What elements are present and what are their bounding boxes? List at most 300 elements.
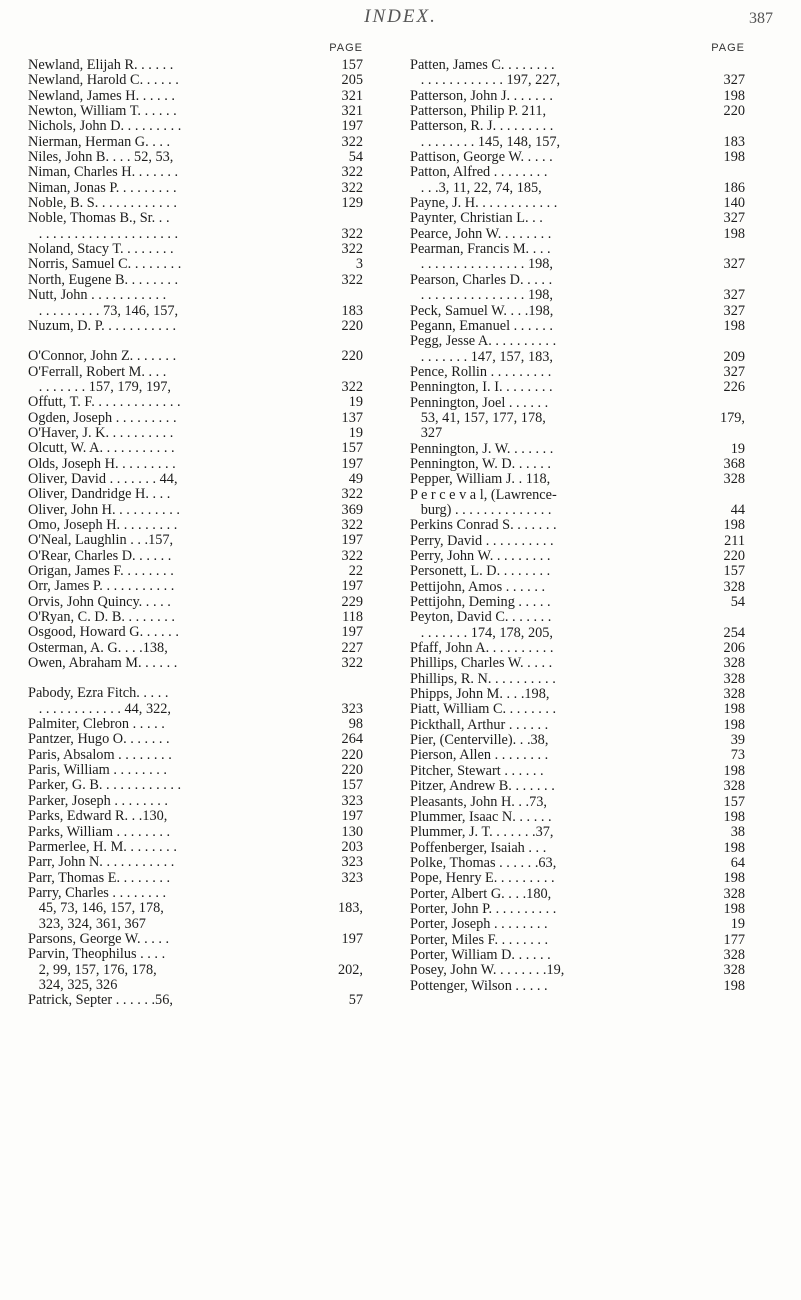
index-entry — [410, 887, 745, 902]
index-entry — [410, 933, 745, 948]
entry-page-numbers: 183 — [341, 302, 363, 319]
entry-name: Pitzer, Andrew B. . . . . . . — [410, 779, 555, 795]
entry-page-numbers: 49 — [348, 470, 363, 487]
entry-name: . . . . . . . 157, 179, 197, — [28, 379, 171, 395]
entry-name: Pitcher, Stewart . . . . . . — [410, 763, 544, 779]
entry-page-numbers: 322 — [341, 378, 363, 395]
entry-name: Patterson, John J. . . . . . . — [410, 88, 553, 104]
entry-page-numbers: 220 — [341, 317, 363, 334]
index-entry — [28, 242, 363, 257]
entry-name: Noble, B. S. . . . . . . . . . . . — [28, 196, 177, 212]
index-entry — [410, 963, 745, 978]
index-entry — [28, 855, 363, 870]
entry-name: 45, 73, 146, 157, 178, — [28, 901, 164, 917]
index-entry — [410, 702, 745, 717]
index-entry — [28, 227, 363, 242]
entry-name: Patterson, Philip P. 211, — [410, 104, 547, 120]
index-entry — [410, 534, 745, 549]
index-entry — [410, 687, 745, 702]
entry-page-numbers: 211 — [724, 532, 745, 549]
entry-name: Plummer, J. T. . . . . . .37, — [410, 825, 554, 841]
entry-page-numbers: 197 — [341, 578, 363, 595]
index-entry — [28, 748, 363, 763]
entry-page-numbers: 328 — [723, 578, 745, 595]
entry-page-numbers: 226 — [723, 379, 745, 396]
entry-name: Porter, John P. . . . . . . . . . — [410, 901, 557, 917]
entry-name: Porter, Miles F. . . . . . . . — [410, 932, 549, 948]
index-entry — [28, 579, 363, 594]
index-entry — [410, 58, 745, 73]
entry-page-numbers: 130 — [341, 823, 363, 840]
entry-name: Oliver, John H. . . . . . . . . . — [28, 502, 180, 518]
index-entry — [410, 518, 745, 533]
index-entry — [410, 380, 745, 395]
entry-name: Nierman, Herman G. . . . — [28, 134, 171, 150]
index-entry — [410, 104, 745, 119]
index-entry — [410, 549, 745, 564]
entry-page-numbers: 198 — [723, 808, 745, 825]
entry-page-numbers: 198 — [723, 839, 745, 856]
index-entry — [410, 365, 745, 380]
index-entry — [410, 426, 745, 441]
entry-name: Pegann, Emanuel . . . . . . — [410, 318, 553, 334]
index-entry — [28, 73, 363, 88]
entry-page-numbers: 368 — [723, 455, 745, 472]
index-entry — [410, 242, 745, 257]
entry-page-numbers: 198 — [723, 225, 745, 242]
entry-page-numbers: 209 — [723, 348, 745, 365]
index-entry — [28, 150, 363, 165]
entry-page-numbers: 323 — [341, 869, 363, 886]
entry-page-numbers: 321 — [341, 103, 363, 120]
page-column-heading: PAGE — [711, 42, 745, 54]
entry-name: . . . . . . . 147, 157, 183, — [410, 349, 553, 365]
index-entry — [28, 656, 363, 671]
entry-name: 53, 41, 157, 177, 178, — [410, 410, 546, 426]
page-column-heading: PAGE — [329, 42, 363, 54]
index-column-right — [410, 42, 745, 994]
entry-page-numbers: 179, — [719, 409, 745, 426]
entry-page-numbers: 264 — [341, 731, 363, 748]
entry-page-numbers: 157 — [723, 563, 745, 580]
index-entry — [410, 810, 745, 825]
entry-name: Osterman, A. G. . . .138, — [28, 640, 168, 656]
index-entry — [410, 917, 745, 932]
entry-name: Niman, Charles H. . . . . . . — [28, 165, 179, 181]
entry-list — [28, 58, 363, 1009]
index-entry — [410, 319, 745, 334]
entry-page-numbers: 198 — [723, 701, 745, 718]
index-entry — [28, 886, 363, 901]
index-entry — [410, 350, 745, 365]
entry-name: Omo, Joseph H. . . . . . . . . — [28, 517, 178, 533]
entry-page-numbers: 54 — [348, 149, 363, 166]
index-entry — [28, 349, 363, 364]
entry-name: Parmerlee, H. M. . . . . . . . — [28, 839, 177, 855]
entry-name: Pence, Rollin . . . . . . . . . — [410, 364, 552, 380]
entry-name: Parks, William . . . . . . . . — [28, 824, 171, 840]
index-entry — [410, 902, 745, 917]
index-entry — [28, 978, 363, 993]
entry-name: Phillips, R. N. . . . . . . . . . — [410, 671, 556, 687]
entry-name: Perry, John W. . . . . . . . . — [410, 549, 551, 564]
index-entry — [410, 564, 745, 579]
entry-name: Niman, Jonas P. . . . . . . . . — [28, 180, 177, 196]
entry-name: 327 — [410, 426, 443, 442]
index-entry — [410, 457, 745, 472]
entry-name: Porter, Joseph . . . . . . . . — [410, 917, 548, 933]
entry-page-numbers: 186 — [723, 179, 745, 196]
entry-page-numbers: 220 — [341, 348, 363, 365]
index-entry — [28, 564, 363, 579]
entry-name: Porter, William D. . . . . . — [410, 947, 551, 963]
entry-page-numbers: 44 — [730, 501, 745, 518]
entry-page-numbers: 198 — [723, 317, 745, 334]
entry-name: Porter, Albert G. . . .180, — [410, 886, 552, 902]
index-entry — [410, 672, 745, 687]
entry-name: O'Neal, Laughlin . . .157, — [28, 533, 174, 549]
entry-name: North, Eugene B. . . . . . . . — [28, 272, 179, 288]
index-entry — [28, 104, 363, 119]
entry-page-numbers: 197 — [341, 118, 363, 135]
entry-page-numbers: 327 — [723, 363, 745, 380]
entry-name: Palmiter, Clebron . . . . . — [28, 717, 165, 733]
entry-name: Olcutt, W. A. . . . . . . . . . . — [28, 441, 175, 457]
entry-name: O'Haver, J. K. . . . . . . . . . — [28, 425, 174, 441]
entry-name: Pleasants, John H. . .73, — [410, 794, 548, 810]
entry-name: Pepper, William J. . 118, — [410, 472, 551, 488]
index-entry — [28, 426, 363, 441]
index-entry — [28, 165, 363, 180]
entry-name: Newland, Harold C. . . . . . — [28, 73, 179, 89]
entry-page-numbers: 22 — [348, 563, 363, 579]
index-entry — [410, 825, 745, 840]
entry-name: Pennington, I. I. . . . . . . . — [410, 380, 553, 396]
entry-name: Paris, William . . . . . . . . — [28, 763, 167, 779]
entry-name: Niles, John B. . . . 52, 53, — [28, 150, 174, 166]
index-entry — [410, 135, 745, 150]
index-entry — [28, 257, 363, 272]
index-entry — [410, 580, 745, 595]
entry-name: Pettijohn, Amos . . . . . . — [410, 579, 546, 595]
entry-name: Noble, Thomas B., Sr. . . — [28, 211, 170, 227]
entry-page-numbers: 321 — [341, 87, 363, 104]
index-entry — [410, 779, 745, 794]
entry-page-numbers: 197 — [341, 930, 363, 947]
index-entry — [410, 748, 745, 763]
entry-page-numbers: 220 — [341, 762, 363, 779]
entry-page-numbers: 197 — [341, 808, 363, 825]
index-entry — [410, 488, 745, 503]
entry-page-numbers: 157 — [341, 57, 363, 73]
page-number: 387 — [749, 10, 773, 27]
entry-name: Orvis, John Quincy. . . . . — [28, 594, 171, 610]
index-entry — [28, 533, 363, 548]
entry-page-numbers: 19 — [348, 424, 363, 441]
index-entry — [410, 288, 745, 303]
index-entry — [28, 472, 363, 487]
index-entry — [410, 733, 745, 748]
entry-page-numbers: 140 — [723, 195, 745, 212]
index-entry — [410, 595, 745, 610]
index-entry — [28, 119, 363, 134]
entry-page-numbers: 322 — [341, 516, 363, 533]
running-head — [0, 4, 801, 36]
entry-name: . . . . . . . . . . . . 44, 322, — [28, 701, 171, 717]
index-column-left — [28, 42, 363, 1009]
entry-name: Parry, Charles . . . . . . . . — [28, 885, 167, 901]
index-entry — [410, 411, 745, 426]
entry-page-numbers: 220 — [723, 548, 745, 564]
index-entry — [28, 901, 363, 916]
entry-page-numbers: 323 — [341, 854, 363, 871]
index-entry — [410, 641, 745, 656]
entry-page-numbers: 198 — [723, 870, 745, 887]
entry-page-numbers: 322 — [341, 486, 363, 503]
index-entry — [28, 932, 363, 947]
entry-name: Parsons, George W. . . . . — [28, 931, 170, 947]
entry-page-numbers: 227 — [341, 639, 363, 656]
entry-name: Perry, David . . . . . . . . . . — [410, 533, 554, 549]
entry-page-numbers: 205 — [341, 72, 363, 89]
entry-name: Pettijohn, Deming . . . . . — [410, 595, 551, 611]
index-entry — [410, 856, 745, 871]
index-entry — [28, 917, 363, 932]
entry-name: Parker, G. B. . . . . . . . . . . . — [28, 778, 182, 794]
entry-page-numbers: 328 — [723, 885, 745, 902]
index-entry — [28, 411, 363, 426]
entry-name: Olds, Joseph H. . . . . . . . . — [28, 456, 176, 472]
entry-page-numbers: 327 — [723, 72, 745, 89]
entry-page-numbers: 19 — [730, 440, 745, 457]
entry-name: Pottenger, Wilson . . . . . — [410, 978, 548, 994]
index-entry — [28, 196, 363, 211]
entry-name: Parvin, Theophilus . . . . — [28, 947, 166, 963]
index-entry — [28, 503, 363, 518]
index-entry — [28, 487, 363, 502]
index-entry — [410, 165, 745, 180]
entry-name: Parr, John N. . . . . . . . . . . — [28, 855, 175, 871]
entry-name: Origan, James F. . . . . . . . — [28, 564, 174, 579]
entry-name: O'Ferrall, Robert M. . . . — [28, 364, 167, 380]
entry-page-numbers: 177 — [723, 931, 745, 948]
index-entry — [410, 656, 745, 671]
entry-name: Offutt, T. F. . . . . . . . . . . . . — [28, 395, 181, 411]
index-entry — [28, 211, 363, 226]
entry-page-numbers: 203 — [341, 838, 363, 855]
entry-name: Pope, Henry E. . . . . . . . . — [410, 871, 555, 887]
entry-page-numbers: 369 — [341, 501, 363, 518]
entry-page-numbers: 198 — [723, 977, 745, 994]
index-entry — [410, 304, 745, 319]
index-entry — [410, 503, 745, 518]
entry-page-numbers: 197 — [341, 455, 363, 472]
entry-name: . . . . . . . . . 73, 146, 157, — [28, 303, 179, 319]
index-entry — [410, 181, 745, 196]
index-entry — [410, 150, 745, 165]
index-entry — [28, 763, 363, 778]
entry-name: Patton, Alfred . . . . . . . . — [410, 165, 548, 181]
entry-name: P e r c e v a l, (Lawrence- — [410, 487, 557, 503]
entry-page-numbers: 328 — [723, 946, 745, 963]
index-entry — [28, 732, 363, 747]
entry-page-numbers: 322 — [341, 133, 363, 150]
index-entry — [410, 273, 745, 288]
entry-name: Pearson, Charles D. . . . . — [410, 272, 553, 288]
entry-page-numbers: 64 — [730, 854, 745, 871]
entry-page-numbers: 328 — [723, 962, 745, 979]
entry-name: Personett, L. D. . . . . . . . — [410, 564, 551, 580]
index-entry — [28, 135, 363, 150]
index-entry — [410, 334, 745, 349]
entry-page-numbers: 220 — [723, 103, 745, 120]
entry-name: Pearman, Francis M. . . . — [410, 242, 551, 258]
index-entry — [28, 610, 363, 625]
index-entry — [410, 795, 745, 810]
entry-page-numbers: 327 — [723, 210, 745, 227]
entry-name: O'Ryan, C. D. B. . . . . . . . — [28, 610, 175, 626]
entry-page-numbers: 157 — [341, 440, 363, 457]
running-title: INDEX. — [364, 6, 437, 27]
index-entry — [410, 73, 745, 88]
entry-name: Phillips, Charles W. . . . . — [410, 656, 553, 672]
entry-name: Pennington, Joel . . . . . . — [410, 395, 549, 411]
index-entry — [28, 518, 363, 533]
entry-page-numbers: 322 — [341, 241, 363, 258]
index-entry — [410, 442, 745, 457]
entry-name: Parker, Joseph . . . . . . . . — [28, 793, 168, 809]
entry-page-numbers: 183, — [337, 900, 363, 917]
index-entry — [28, 794, 363, 809]
entry-name: Pegg, Jesse A. . . . . . . . . . — [410, 334, 557, 350]
index-entry — [28, 395, 363, 410]
entry-name: . . .3, 11, 22, 74, 185, — [410, 180, 542, 196]
entry-name: Ogden, Joseph . . . . . . . . . — [28, 410, 177, 426]
entry-name: Phipps, John M. . . .198, — [410, 687, 550, 703]
entry-page-numbers: 57 — [348, 992, 363, 1009]
entry-page-numbers: 322 — [341, 164, 363, 181]
index-entry — [28, 380, 363, 395]
index-entry — [28, 595, 363, 610]
entry-page-numbers: 137 — [341, 409, 363, 426]
entry-page-numbers: 323 — [341, 700, 363, 717]
entry-name: Nichols, John D. . . . . . . . . — [28, 119, 182, 135]
index-entry — [28, 686, 363, 701]
entry-name: Poffenberger, Isaiah . . . — [410, 840, 547, 856]
entry-page-numbers: 328 — [723, 655, 745, 672]
entry-name: Orr, James P. . . . . . . . . . . — [28, 579, 175, 595]
entry-page-numbers: 198 — [723, 762, 745, 779]
entry-list — [410, 58, 745, 994]
entry-page-numbers: 54 — [730, 594, 745, 611]
entry-name: Norris, Samuel C. . . . . . . . — [28, 257, 182, 273]
entry-page-numbers: 157 — [341, 777, 363, 794]
entry-name: 324, 325, 326 — [28, 977, 118, 993]
index-entry — [28, 625, 363, 640]
entry-name: Patterson, R. J. . . . . . . . . — [410, 119, 554, 135]
index-entry — [28, 273, 363, 288]
index-entry — [410, 764, 745, 779]
index-entry — [410, 718, 745, 733]
entry-page-numbers: 183 — [723, 133, 745, 150]
entry-page-numbers: 327 — [723, 287, 745, 304]
entry-page-numbers: 19 — [730, 916, 745, 933]
index-entry — [410, 841, 745, 856]
index-entry — [410, 948, 745, 963]
entry-name: 323, 324, 361, 367 — [28, 916, 146, 932]
index-entry — [28, 457, 363, 472]
entry-name: . . . . . . . 174, 178, 205, — [410, 625, 553, 641]
entry-page-numbers: 118 — [342, 609, 363, 626]
entry-name: Posey, John W. . . . . . . .19, — [410, 963, 565, 979]
entry-name: Pickthall, Arthur . . . . . . — [410, 717, 549, 733]
index-entry — [28, 441, 363, 456]
index-entry — [28, 717, 363, 732]
index-entry — [28, 549, 363, 564]
entry-page-numbers: 327 — [723, 256, 745, 273]
index-entry — [410, 119, 745, 134]
entry-name: Pennington, W. D. . . . . . — [410, 456, 551, 472]
index-entry — [410, 626, 745, 641]
entry-name: Pierson, Allen . . . . . . . . — [410, 748, 549, 764]
entry-page-numbers: 328 — [723, 670, 745, 687]
entry-page-numbers: 322 — [341, 271, 363, 288]
entry-name: Pier, (Centerville). . .38, — [410, 733, 549, 749]
index-entry — [410, 89, 745, 104]
index-entry — [410, 257, 745, 272]
entry-name: Nutt, John . . . . . . . . . . . — [28, 288, 167, 304]
entry-name: . . . . . . . . . . . . . . . 198, — [410, 257, 553, 273]
index-entry — [28, 871, 363, 886]
entry-name: Pabody, Ezra Fitch. . . . . — [28, 686, 169, 702]
entry-name: Pfaff, John A. . . . . . . . . . — [410, 641, 554, 657]
index-entry — [410, 610, 745, 625]
entry-page-numbers: 322 — [341, 655, 363, 672]
entry-name: Plummer, Isaac N. . . . . . — [410, 809, 552, 825]
entry-page-numbers: 198 — [723, 716, 745, 733]
entry-page-numbers: 198 — [723, 149, 745, 166]
entry-name: Polke, Thomas . . . . . .63, — [410, 855, 557, 871]
index-entry — [410, 196, 745, 211]
entry-name: Paris, Absalom . . . . . . . . — [28, 747, 172, 763]
entry-name: Oliver, Dandridge H. . . . — [28, 487, 171, 503]
entry-name: burg) . . . . . . . . . . . . . . — [410, 502, 552, 518]
entry-name: . . . . . . . . 145, 148, 157, — [410, 134, 561, 150]
entry-name: Noland, Stacy T. . . . . . . . — [28, 242, 174, 258]
entry-name: . . . . . . . . . . . . . . . . . . . . — [28, 226, 179, 242]
entry-page-numbers: 322 — [341, 225, 363, 242]
entry-name: Patrick, Septer . . . . . .56, — [28, 993, 173, 1009]
index-entry — [28, 181, 363, 196]
entry-page-numbers: 328 — [723, 471, 745, 488]
entry-name: Nuzum, D. P. . . . . . . . . . . — [28, 318, 177, 334]
entry-name: 2, 99, 157, 176, 178, — [28, 962, 157, 978]
entry-name: Pattison, George W. . . . . — [410, 150, 553, 166]
entry-name: Osgood, Howard G. . . . . . — [28, 625, 179, 641]
entry-page-numbers: 39 — [730, 732, 745, 749]
entry-name: Peck, Samuel W. . . .198, — [410, 303, 554, 319]
entry-name: Payne, J. H. . . . . . . . . . . . — [410, 196, 558, 212]
entry-name: O'Connor, John Z. . . . . . . — [28, 349, 177, 365]
index-entry — [28, 319, 363, 334]
entry-name: Pantzer, Hugo O. . . . . . . — [28, 732, 170, 748]
index-entry — [28, 58, 363, 73]
entry-name: Paynter, Christian L. . . — [410, 211, 543, 227]
index-entry — [410, 227, 745, 242]
entry-page-numbers: 323 — [341, 792, 363, 809]
index-entry — [28, 809, 363, 824]
entry-page-numbers: 322 — [341, 179, 363, 196]
